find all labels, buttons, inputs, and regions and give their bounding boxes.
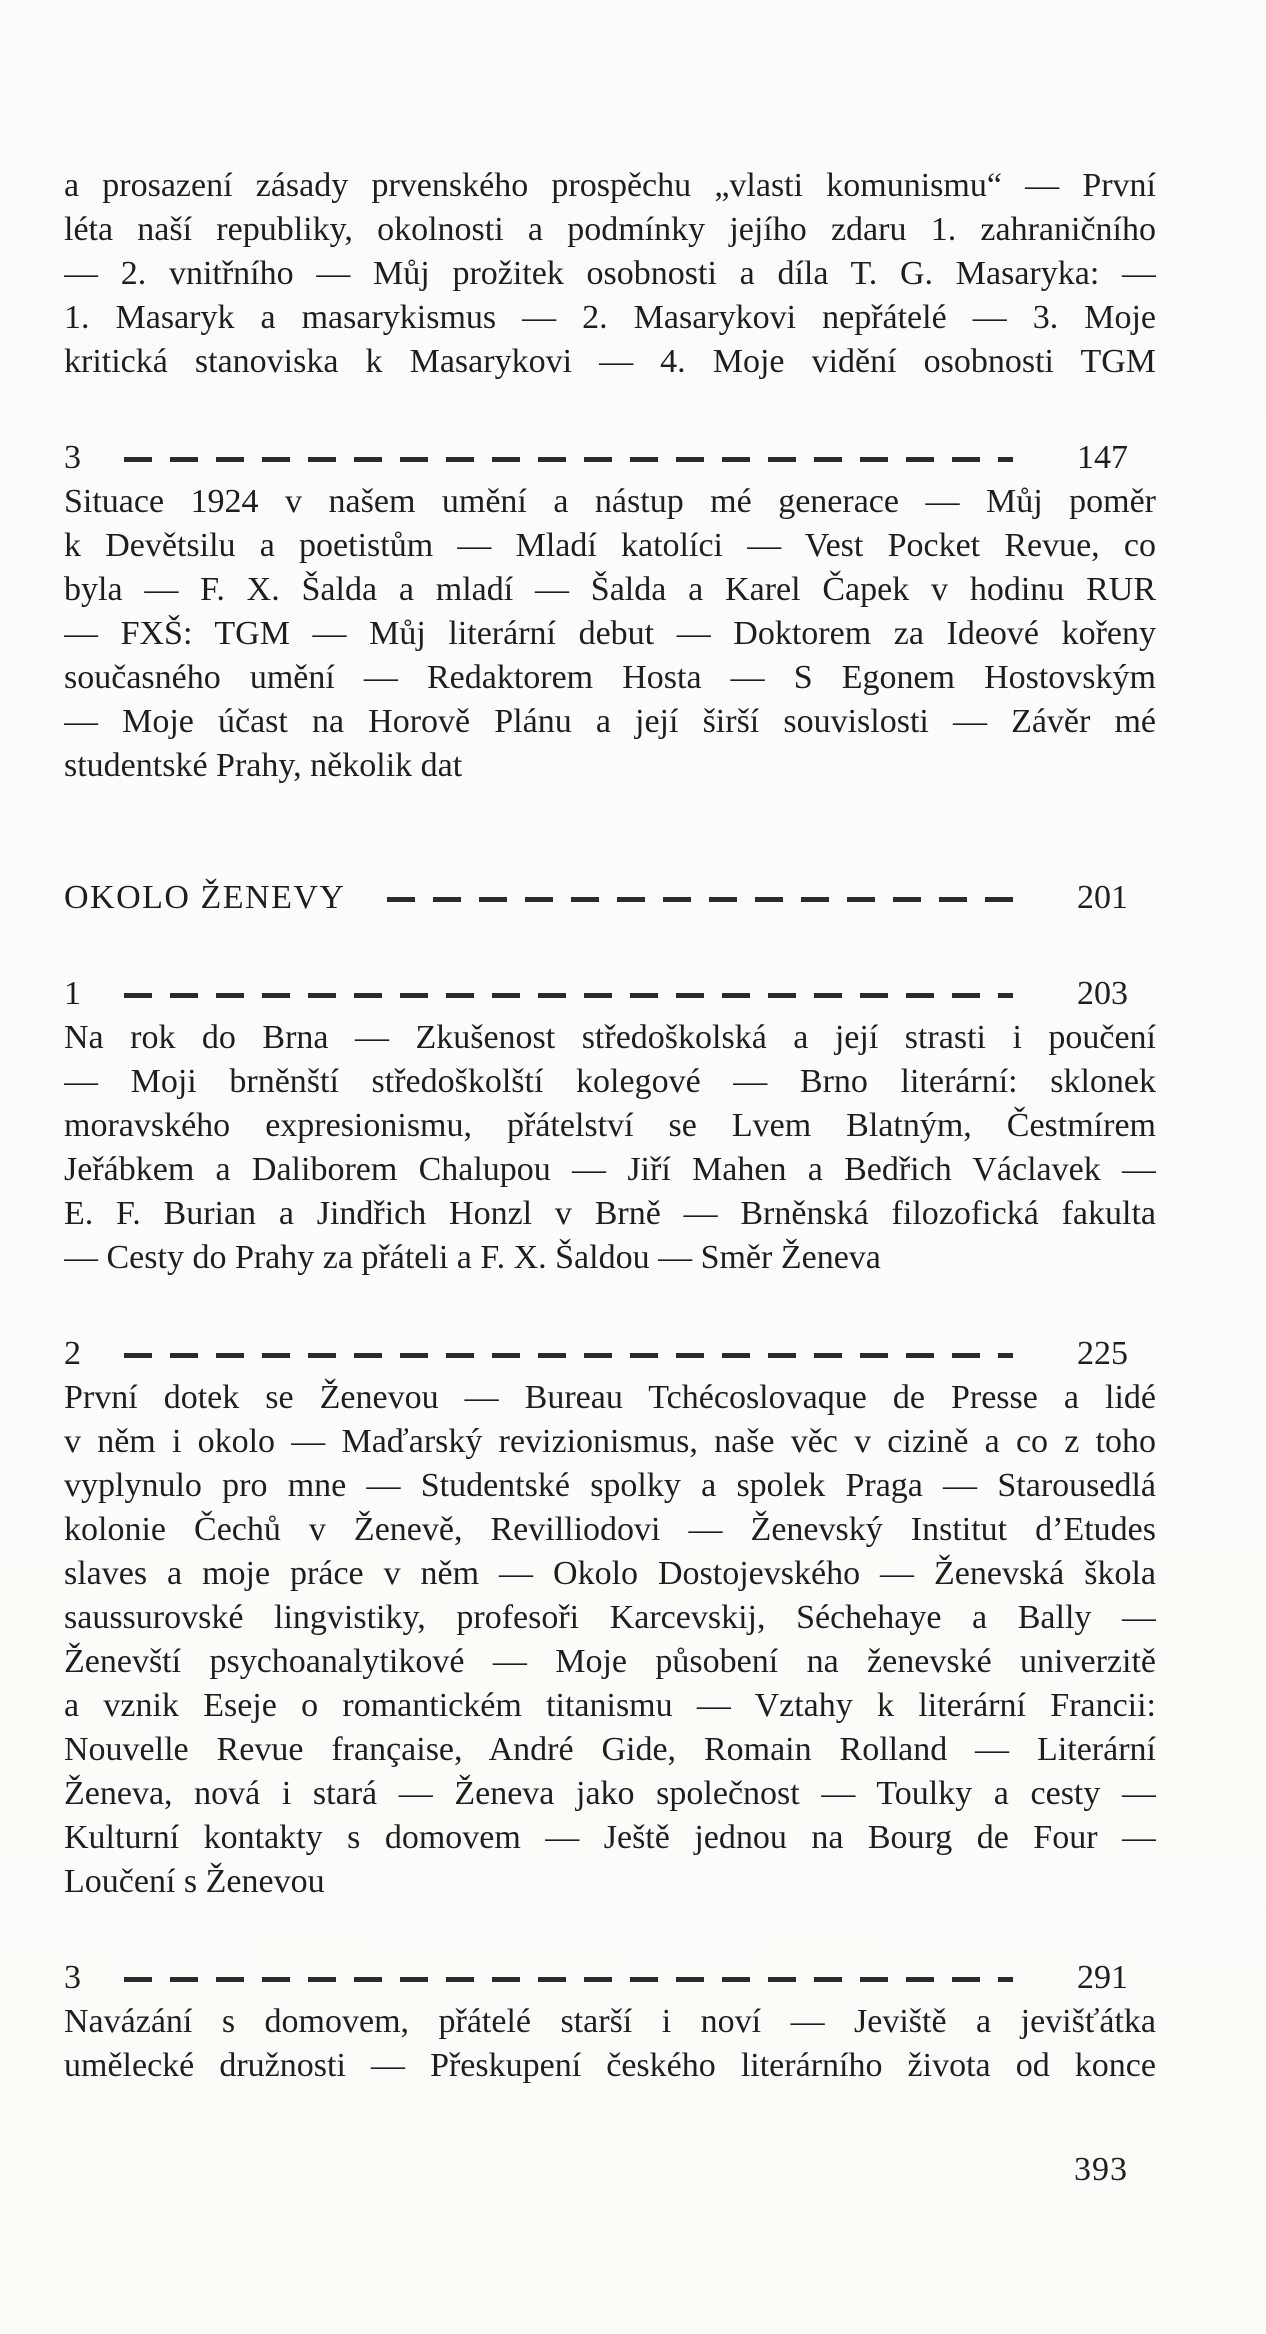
toc-line: studentské Prahy, několik dat: [64, 747, 463, 784]
toc-line: Na rok do Brna — Zkušenost středoškolská a její strasti i poučení: [64, 1019, 1156, 1056]
toc-line: Jeřábkem a Daliborem Chalupou — Jiří Mahen a Bedřich Václavek —: [64, 1151, 1156, 1188]
toc-line: — 2. vnitřního — Můj prožitek osobnosti a díla T. G. Masaryka: —: [64, 255, 1156, 292]
toc-content: [64, 164, 1156, 2088]
toc-paragraph: [64, 2000, 1156, 2088]
toc-entry: [64, 876, 1156, 920]
toc-line: saussurovské lingvistiky, profesoři Karcevskij, Séchehaye a Bally —: [64, 1599, 1156, 1636]
toc-entry-label: 2: [64, 1335, 82, 1372]
toc-entry: [64, 1956, 1156, 2000]
toc-line: První dotek se Ženevou — Bureau Tchécoslovaque de Presse a lidé: [64, 1379, 1156, 1416]
toc-page-number: 201: [1077, 879, 1128, 916]
toc-line: Situace 1924 v našem umění a nástup mé generace — Můj poměr: [64, 483, 1156, 520]
toc-line: Loučení s Ženevou: [64, 1863, 325, 1900]
toc-line: byla — F. X. Šalda a mladí — Šalda a Karel Čapek v hodinu RUR: [64, 571, 1156, 608]
toc-page-number: 203: [1077, 975, 1128, 1012]
toc-line: a vznik Eseje o romantickém titanismu — Vztahy k literární Francii:: [64, 1687, 1156, 1724]
toc-line: — Moji brněnští středoškolští kolegové — Brno literární: sklonek: [64, 1063, 1156, 1100]
toc-entry-label: 3: [64, 439, 82, 476]
toc-line: Kulturní kontakty s domovem — Ještě jednou na Bourg de Four —: [64, 1819, 1156, 1856]
toc-line: — FXŠ: TGM — Můj literární debut — Doktorem za Ideové kořeny: [64, 615, 1156, 652]
toc-line: kolonie Čechů v Ženevě, Revilliodovi — Ženevský Institut d’Etudes: [64, 1511, 1156, 1548]
toc-line: Navázání s domovem, přátelé starší i noví — Jeviště a jevišťátka: [64, 2003, 1156, 2040]
toc-page-number: 147: [1077, 439, 1128, 476]
toc-line: moravského expresionismu, přátelství se Lvem Blatným, Čestmírem: [64, 1107, 1156, 1144]
toc-line: léta naší republiky, okolnosti a podmínky jejího zdaru 1. zahraničního: [64, 211, 1156, 248]
toc-line: umělecké družnosti — Přeskupení českého literárního života od konce: [64, 2047, 1156, 2084]
toc-entry: [64, 972, 1156, 1016]
toc-page-number: 291: [1077, 1959, 1128, 1996]
toc-line: v něm i okolo — Maďarský revizionismus, naše věc v cizině a co z toho: [64, 1423, 1156, 1460]
page-folio-number: 393: [1074, 2151, 1128, 2188]
toc-paragraph: [64, 1376, 1156, 1904]
toc-line: slaves a moje práce v něm — Okolo Dostojevského — Ženevská škola: [64, 1555, 1156, 1592]
toc-line: současného umění — Redaktorem Hosta — S Egonem Hostovským: [64, 659, 1156, 696]
toc-entry: [64, 436, 1156, 480]
toc-paragraph: [64, 1016, 1156, 1280]
leader-dashes: [387, 876, 1013, 920]
toc-line: Ženevští psychoanalytikové — Moje působení na ženevské univerzitě: [64, 1643, 1156, 1680]
toc-line: Nouvelle Revue française, André Gide, Romain Rolland — Literární: [64, 1731, 1156, 1768]
leader-dashes: [124, 1332, 1014, 1376]
toc-line: 1. Masaryk a masarykismus — 2. Masarykovi nepřátelé — 3. Moje: [64, 299, 1156, 336]
toc-entry-label: 3: [64, 1959, 82, 1996]
leader-dashes: [124, 1956, 1014, 2000]
leader-dashes: [124, 436, 1014, 480]
toc-page-number: 225: [1077, 1335, 1128, 1372]
toc-paragraph: [64, 480, 1156, 788]
toc-line: a prosazení zásady prvenského prospěchu „vlasti komunismu“ — První: [64, 167, 1156, 204]
toc-line: Ženeva, nová i stará — Ženeva jako společnost — Toulky a cesty —: [64, 1775, 1156, 1812]
toc-paragraph: [64, 164, 1156, 384]
toc-line: — Moje účast na Horově Plánu a její širší souvislosti — Závěr mé: [64, 703, 1156, 740]
leader-dashes: [124, 972, 1014, 1016]
toc-entry-label: 1: [64, 975, 82, 1012]
toc-line: — Cesty do Prahy za přáteli a F. X. Šaldou — Směr Ženeva: [64, 1239, 881, 1276]
toc-line: k Devětsilu a poetistům — Mladí katolíci — Vest Pocket Revue, co: [64, 527, 1156, 564]
toc-line: kritická stanoviska k Masarykovi — 4. Moje vidění osobnosti TGM: [64, 343, 1156, 380]
toc-entry: [64, 1332, 1156, 1376]
toc-line: vyplynulo pro mne — Studentské spolky a spolek Praga — Starousedlá: [64, 1467, 1156, 1504]
section-heading: OKOLO ŽENEVY: [64, 879, 346, 916]
toc-line: E. F. Burian a Jindřich Honzl v Brně — Brněnská filozofická fakulta: [64, 1195, 1156, 1232]
